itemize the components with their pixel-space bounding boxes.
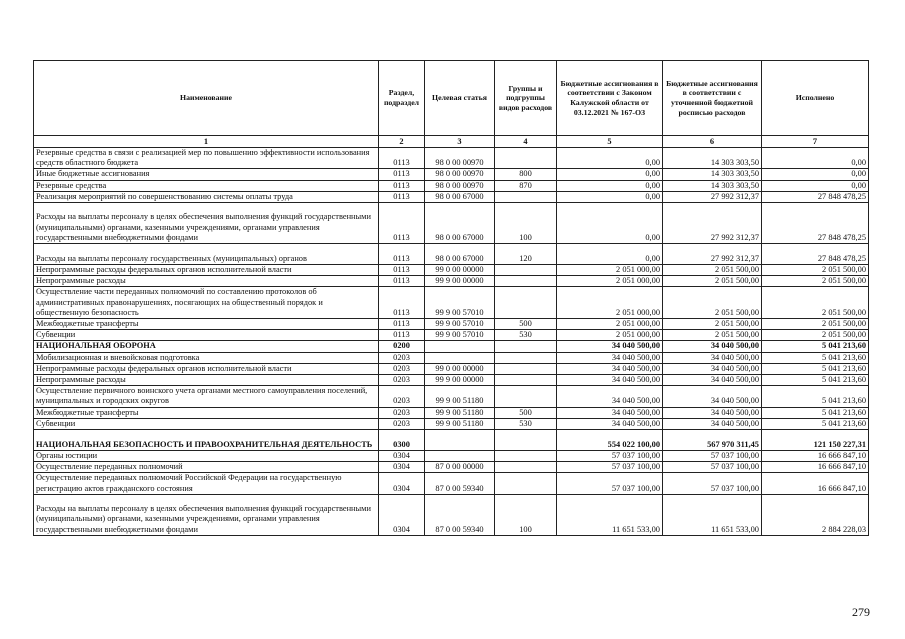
row-target-cell: 99 9 00 57010 xyxy=(425,319,495,330)
row-section-cell: 0304 xyxy=(379,451,425,462)
row-target-cell: 87 0 00 59340 xyxy=(425,473,495,494)
row-section-cell: 0113 xyxy=(379,169,425,180)
row-law-allocation-cell: 0,00 xyxy=(557,169,663,180)
row-target-cell: 87 0 00 00000 xyxy=(425,462,495,473)
row-target-cell xyxy=(425,341,495,352)
row-name-cell: Мобилизационная и вневойсковая подготовка xyxy=(34,352,379,363)
row-name-cell: Резервные средства xyxy=(34,180,379,191)
column-number: 2 xyxy=(379,136,425,148)
column-header-group: Группы и подгруппы видов расходов xyxy=(495,61,557,136)
row-law-allocation-cell: 57 037 100,00 xyxy=(557,451,663,462)
row-law-allocation-cell: 34 040 500,00 xyxy=(557,341,663,352)
row-executed-cell: 5 041 213,60 xyxy=(762,386,869,407)
row-law-allocation-cell: 34 040 500,00 xyxy=(557,363,663,374)
row-executed-cell: 27 848 478,25 xyxy=(762,203,869,244)
table-row xyxy=(34,180,869,191)
row-refined-allocation-cell: 27 992 312,37 xyxy=(663,203,762,244)
row-name-cell: Непрограммные расходы xyxy=(34,276,379,287)
row-executed-cell: 0,00 xyxy=(762,180,869,191)
table-row xyxy=(34,451,869,462)
row-target-cell: 99 9 00 51180 xyxy=(425,407,495,418)
row-executed-cell: 5 041 213,60 xyxy=(762,407,869,418)
row-name-cell: Осуществление переданных полномочий Российской Федерации на государственную регистрацию актов гражданского состояния xyxy=(34,473,379,494)
row-law-allocation-cell: 554 022 100,00 xyxy=(557,430,663,451)
row-target-cell: 98 0 00 00970 xyxy=(425,169,495,180)
row-refined-allocation-cell: 2 051 500,00 xyxy=(663,330,762,341)
row-executed-cell: 16 666 847,10 xyxy=(762,451,869,462)
row-refined-allocation-cell: 14 303 303,50 xyxy=(663,169,762,180)
row-target-cell: 99 9 00 00000 xyxy=(425,375,495,386)
table-row xyxy=(34,191,869,202)
row-section-cell: 0113 xyxy=(379,319,425,330)
table-row xyxy=(34,244,869,265)
row-section-cell: 0203 xyxy=(379,418,425,429)
row-section-cell: 0113 xyxy=(379,287,425,319)
row-section-cell: 0203 xyxy=(379,363,425,374)
table-row xyxy=(34,386,869,407)
row-refined-allocation-cell: 2 051 500,00 xyxy=(663,287,762,319)
row-name-cell: Расходы на выплаты персоналу государственных (муниципальных) органов xyxy=(34,244,379,265)
row-executed-cell: 2 051 500,00 xyxy=(762,276,869,287)
row-refined-allocation-cell: 34 040 500,00 xyxy=(663,386,762,407)
row-refined-allocation-cell: 11 651 533,00 xyxy=(663,494,762,535)
row-refined-allocation-cell: 34 040 500,00 xyxy=(663,418,762,429)
row-group-cell xyxy=(495,287,557,319)
row-name-cell: НАЦИОНАЛЬНАЯ БЕЗОПАСНОСТЬ И ПРАВООХРАНИТЕЛЬНАЯ ДЕЯТЕЛЬНОСТЬ xyxy=(34,430,379,451)
row-refined-allocation-cell: 34 040 500,00 xyxy=(663,407,762,418)
row-refined-allocation-cell: 2 051 500,00 xyxy=(663,276,762,287)
row-executed-cell: 5 041 213,60 xyxy=(762,341,869,352)
row-target-cell xyxy=(425,451,495,462)
table-row xyxy=(34,287,869,319)
row-target-cell: 98 0 00 67000 xyxy=(425,244,495,265)
row-name-cell: Реализация мероприятий по совершенствованию системы оплаты труда xyxy=(34,191,379,202)
row-executed-cell: 5 041 213,60 xyxy=(762,352,869,363)
row-name-cell: Непрограммные расходы xyxy=(34,375,379,386)
row-group-cell xyxy=(495,191,557,202)
row-name-cell: Межбюджетные трансферты xyxy=(34,407,379,418)
row-name-cell: Непрограммные расходы федеральных органов исполнительной власти xyxy=(34,265,379,276)
row-refined-allocation-cell: 34 040 500,00 xyxy=(663,375,762,386)
table-row xyxy=(34,203,869,244)
row-target-cell: 99 9 00 51180 xyxy=(425,386,495,407)
row-target-cell: 99 0 00 00000 xyxy=(425,265,495,276)
row-group-cell xyxy=(495,375,557,386)
row-group-cell xyxy=(495,265,557,276)
table-row xyxy=(34,462,869,473)
row-group-cell: 870 xyxy=(495,180,557,191)
row-executed-cell: 27 848 478,25 xyxy=(762,191,869,202)
column-number: 1 xyxy=(34,136,379,148)
budget-execution-table xyxy=(33,60,869,536)
row-law-allocation-cell: 34 040 500,00 xyxy=(557,352,663,363)
row-law-allocation-cell: 34 040 500,00 xyxy=(557,418,663,429)
column-header-law-allocation: Бюджетные ассигнования в соответствии с Законом Калужской области от 03.12.2021 № 167-ОЗ xyxy=(557,61,663,136)
row-name-cell: Осуществление первичного воинского учета органами местного самоуправления поселений, муниципальных и городских округов xyxy=(34,386,379,407)
row-target-cell: 99 9 00 57010 xyxy=(425,330,495,341)
row-name-cell: Иные бюджетные ассигнования xyxy=(34,169,379,180)
table-row xyxy=(34,319,869,330)
row-group-cell xyxy=(495,148,557,169)
row-group-cell xyxy=(495,386,557,407)
row-refined-allocation-cell: 34 040 500,00 xyxy=(663,352,762,363)
table-row xyxy=(34,276,869,287)
column-number-row xyxy=(34,136,869,148)
row-name-cell: Осуществление переданных полномочий xyxy=(34,462,379,473)
row-group-cell xyxy=(495,451,557,462)
row-name-cell: Субвенции xyxy=(34,418,379,429)
row-group-cell: 800 xyxy=(495,169,557,180)
row-name-cell: Субвенции xyxy=(34,330,379,341)
row-section-cell: 0203 xyxy=(379,375,425,386)
row-law-allocation-cell: 57 037 100,00 xyxy=(557,473,663,494)
row-group-cell xyxy=(495,352,557,363)
row-executed-cell: 5 041 213,60 xyxy=(762,363,869,374)
row-executed-cell: 27 848 478,25 xyxy=(762,244,869,265)
row-refined-allocation-cell: 57 037 100,00 xyxy=(663,451,762,462)
row-refined-allocation-cell: 57 037 100,00 xyxy=(663,473,762,494)
column-number: 5 xyxy=(557,136,663,148)
row-section-cell: 0113 xyxy=(379,276,425,287)
row-section-cell: 0113 xyxy=(379,203,425,244)
row-group-cell: 530 xyxy=(495,330,557,341)
row-name-cell: НАЦИОНАЛЬНАЯ ОБОРОНА xyxy=(34,341,379,352)
row-executed-cell: 2 051 500,00 xyxy=(762,330,869,341)
row-section-cell: 0113 xyxy=(379,244,425,265)
row-law-allocation-cell: 0,00 xyxy=(557,244,663,265)
row-law-allocation-cell: 2 051 000,00 xyxy=(557,330,663,341)
row-refined-allocation-cell: 567 970 311,45 xyxy=(663,430,762,451)
table-row xyxy=(34,418,869,429)
table-row xyxy=(34,494,869,535)
row-group-cell xyxy=(495,363,557,374)
row-executed-cell: 121 150 227,31 xyxy=(762,430,869,451)
row-group-cell xyxy=(495,276,557,287)
row-refined-allocation-cell: 2 051 500,00 xyxy=(663,319,762,330)
row-group-cell xyxy=(495,473,557,494)
row-name-cell: Межбюджетные трансферты xyxy=(34,319,379,330)
row-target-cell: 99 0 00 00000 xyxy=(425,363,495,374)
row-section-cell: 0113 xyxy=(379,148,425,169)
row-section-cell: 0113 xyxy=(379,330,425,341)
row-executed-cell: 2 051 500,00 xyxy=(762,265,869,276)
page-number: 279 xyxy=(852,605,870,619)
row-refined-allocation-cell: 57 037 100,00 xyxy=(663,462,762,473)
row-group-cell: 500 xyxy=(495,319,557,330)
row-group-cell xyxy=(495,462,557,473)
row-refined-allocation-cell: 27 992 312,37 xyxy=(663,244,762,265)
row-target-cell: 98 0 00 67000 xyxy=(425,191,495,202)
row-name-cell: Осуществление части переданных полномочий по составлению протоколов об административных правонарушениях, посягающих на общественный порядок и общественную безопасность xyxy=(34,287,379,319)
row-executed-cell: 2 051 500,00 xyxy=(762,287,869,319)
column-header-target: Целевая статья xyxy=(425,61,495,136)
row-target-cell: 99 9 00 51180 xyxy=(425,418,495,429)
row-law-allocation-cell: 57 037 100,00 xyxy=(557,462,663,473)
row-executed-cell: 16 666 847,10 xyxy=(762,473,869,494)
row-group-cell: 500 xyxy=(495,407,557,418)
row-name-cell: Расходы на выплаты персоналу в целях обеспечения выполнения функций государственными (муниципальными) органами, казенными учреждениями, органами управления государственными внебюджетными фондами xyxy=(34,203,379,244)
row-group-cell: 530 xyxy=(495,418,557,429)
table-row xyxy=(34,330,869,341)
row-name-cell: Непрограммные расходы федеральных органов исполнительной власти xyxy=(34,363,379,374)
row-law-allocation-cell: 34 040 500,00 xyxy=(557,375,663,386)
table-row xyxy=(34,363,869,374)
row-name-cell: Резервные средства в связи с реализацией мер по повышению эффективности использования средств областного бюджета xyxy=(34,148,379,169)
row-law-allocation-cell: 0,00 xyxy=(557,191,663,202)
row-target-cell xyxy=(425,430,495,451)
row-target-cell: 87 0 00 59340 xyxy=(425,494,495,535)
table-row xyxy=(34,265,869,276)
table-row xyxy=(34,407,869,418)
table-row xyxy=(34,341,869,352)
row-refined-allocation-cell: 2 051 500,00 xyxy=(663,265,762,276)
column-number: 6 xyxy=(663,136,762,148)
row-executed-cell: 16 666 847,10 xyxy=(762,462,869,473)
row-target-cell xyxy=(425,352,495,363)
table-row xyxy=(34,148,869,169)
row-law-allocation-cell: 2 051 000,00 xyxy=(557,265,663,276)
column-header-name: Наименование xyxy=(34,61,379,136)
table-row xyxy=(34,352,869,363)
column-number: 7 xyxy=(762,136,869,148)
row-group-cell: 100 xyxy=(495,203,557,244)
row-section-cell: 0203 xyxy=(379,386,425,407)
row-law-allocation-cell: 2 051 000,00 xyxy=(557,276,663,287)
row-name-cell: Органы юстиции xyxy=(34,451,379,462)
row-refined-allocation-cell: 27 992 312,37 xyxy=(663,191,762,202)
row-refined-allocation-cell: 34 040 500,00 xyxy=(663,363,762,374)
row-law-allocation-cell: 0,00 xyxy=(557,148,663,169)
row-section-cell: 0304 xyxy=(379,494,425,535)
row-executed-cell: 2 884 228,03 xyxy=(762,494,869,535)
row-law-allocation-cell: 0,00 xyxy=(557,180,663,191)
row-section-cell: 0300 xyxy=(379,430,425,451)
row-refined-allocation-cell: 34 040 500,00 xyxy=(663,341,762,352)
table-row xyxy=(34,169,869,180)
row-section-cell: 0113 xyxy=(379,265,425,276)
row-refined-allocation-cell: 14 303 303,50 xyxy=(663,148,762,169)
row-group-cell: 100 xyxy=(495,494,557,535)
row-section-cell: 0113 xyxy=(379,191,425,202)
row-executed-cell: 2 051 500,00 xyxy=(762,319,869,330)
row-section-cell: 0304 xyxy=(379,462,425,473)
row-executed-cell: 5 041 213,60 xyxy=(762,375,869,386)
column-header-refined-allocation: Бюджетные ассигнования в соответствии с уточненной бюджетной росписью расходов xyxy=(663,61,762,136)
row-target-cell: 98 0 00 67000 xyxy=(425,203,495,244)
row-target-cell: 99 9 00 00000 xyxy=(425,276,495,287)
row-law-allocation-cell: 34 040 500,00 xyxy=(557,407,663,418)
row-target-cell: 98 0 00 00970 xyxy=(425,148,495,169)
row-section-cell: 0113 xyxy=(379,180,425,191)
column-header-section: Раздел, подраздел xyxy=(379,61,425,136)
table-row xyxy=(34,375,869,386)
row-group-cell: 120 xyxy=(495,244,557,265)
column-header-executed: Исполнено xyxy=(762,61,869,136)
row-law-allocation-cell: 0,00 xyxy=(557,203,663,244)
row-target-cell: 99 9 00 57010 xyxy=(425,287,495,319)
budget-table-sheet xyxy=(33,60,868,536)
row-law-allocation-cell: 34 040 500,00 xyxy=(557,386,663,407)
row-name-cell: Расходы на выплаты персоналу в целях обеспечения выполнения функций государственными (муниципальными) органами, казенными учреждениями, органами управления государственными внебюджетными фондами xyxy=(34,494,379,535)
row-executed-cell: 5 041 213,60 xyxy=(762,418,869,429)
column-number: 3 xyxy=(425,136,495,148)
row-group-cell xyxy=(495,430,557,451)
row-law-allocation-cell: 2 051 000,00 xyxy=(557,287,663,319)
row-executed-cell: 0,00 xyxy=(762,148,869,169)
row-group-cell xyxy=(495,341,557,352)
row-section-cell: 0203 xyxy=(379,352,425,363)
table-body xyxy=(34,148,869,536)
column-number: 4 xyxy=(495,136,557,148)
row-target-cell: 98 0 00 00970 xyxy=(425,180,495,191)
row-section-cell: 0304 xyxy=(379,473,425,494)
row-law-allocation-cell: 11 651 533,00 xyxy=(557,494,663,535)
row-section-cell: 0200 xyxy=(379,341,425,352)
row-section-cell: 0203 xyxy=(379,407,425,418)
table-row xyxy=(34,430,869,451)
row-refined-allocation-cell: 14 303 303,50 xyxy=(663,180,762,191)
row-law-allocation-cell: 2 051 000,00 xyxy=(557,319,663,330)
row-executed-cell: 0,00 xyxy=(762,169,869,180)
table-row xyxy=(34,473,869,494)
table-header-row xyxy=(34,61,869,136)
